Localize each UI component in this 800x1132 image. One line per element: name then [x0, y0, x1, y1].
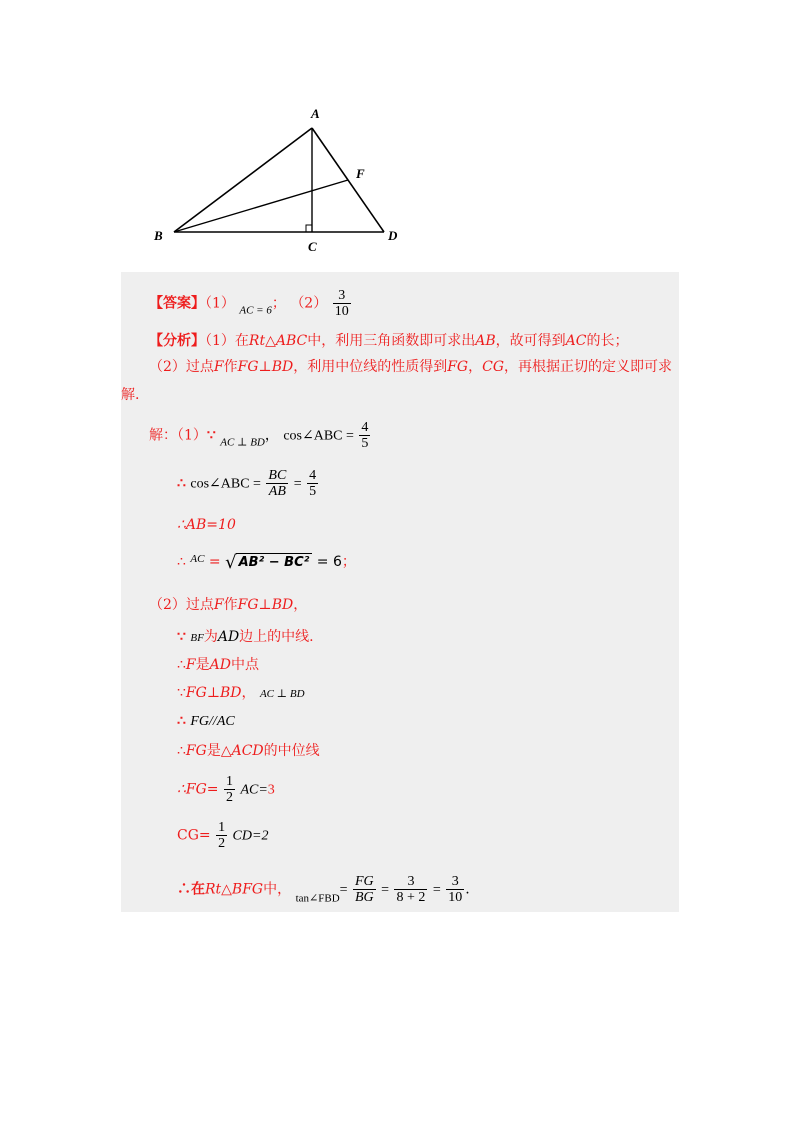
solution-step-4: ∴ $^{AC}$ = √ AB² − BC² = 6；: [177, 552, 356, 573]
label-c: C: [308, 239, 317, 254]
label-d: D: [388, 228, 398, 243]
because-symbol: ∵: [206, 427, 216, 444]
solution-midline: ∴FG是△ACD的中位线: [177, 743, 320, 759]
segment-ab: [174, 128, 312, 232]
analysis-line-2: （2）过点F作FG⊥BD，利用中位线的性质得到FG，CG，再根据正切的定义即可求: [149, 359, 673, 375]
solution-tangent: ∴在Rt△BFG中， $_{tan\angle FBD}$= $\frac{FG}{BG}$ = $\frac{3}{8 + 2}$ = $\frac{3}{10}$ .: [177, 874, 470, 905]
solution-midpoint: ∴F是AD中点: [177, 657, 259, 673]
solution-parallel: ∴ FG//AC: [177, 713, 235, 729]
solution-panel: [121, 272, 679, 912]
solution-median-line: ∵ BF为AD边上的中线.: [177, 629, 314, 645]
triangle-diagram: [140, 98, 430, 258]
answer-tag: 【答案】: [149, 295, 205, 312]
sqrt-symbol: √: [225, 552, 237, 573]
solution-perpendicular: ∵FG⊥BD， AC ⊥ BD: [177, 685, 305, 701]
therefore-symbol: ∴: [177, 475, 186, 492]
solution-step-2: ∴ cos∠ABC = $\frac{BC}{AB}$ = $\frac{4}{5}$: [177, 468, 317, 499]
answer-line: 【答案】（1） $_{AC = 6}$； （2） $\frac{3}{10}$: [149, 288, 349, 319]
right-angle-mark: [306, 225, 312, 232]
answer-part1-value: AC = 6: [239, 304, 272, 317]
solution-cg-value: CG= $\frac{1}{2}$ CD=2: [177, 820, 269, 851]
analysis-tag: 【分析】: [149, 333, 205, 349]
radicand: AB² − BC²: [236, 553, 313, 572]
label-b: B: [154, 228, 163, 243]
solution-part2-intro: （2）过点F作FG⊥BD，: [149, 597, 308, 613]
solution-fg-value: ∴FG= $\frac{1}{2}$ AC=3: [177, 774, 275, 805]
segment-bf: [174, 180, 348, 232]
answer-part2-fraction: $\frac{3}{10}$: [334, 288, 349, 319]
label-a: A: [311, 106, 320, 121]
solution-step-3: ∴AB=10: [177, 517, 236, 533]
analysis-line-1: 【分析】（1）在Rt△ABC中，利用三角函数即可求出AB，故可得到AC的长；: [149, 333, 629, 349]
analysis-line-3: 解.: [121, 387, 140, 403]
solution-step-1: 解：（1）∵ $_{AC \perp BD}$， cos∠ABC = $\frac{4}{5}$: [149, 420, 369, 451]
label-f: F: [356, 166, 365, 181]
